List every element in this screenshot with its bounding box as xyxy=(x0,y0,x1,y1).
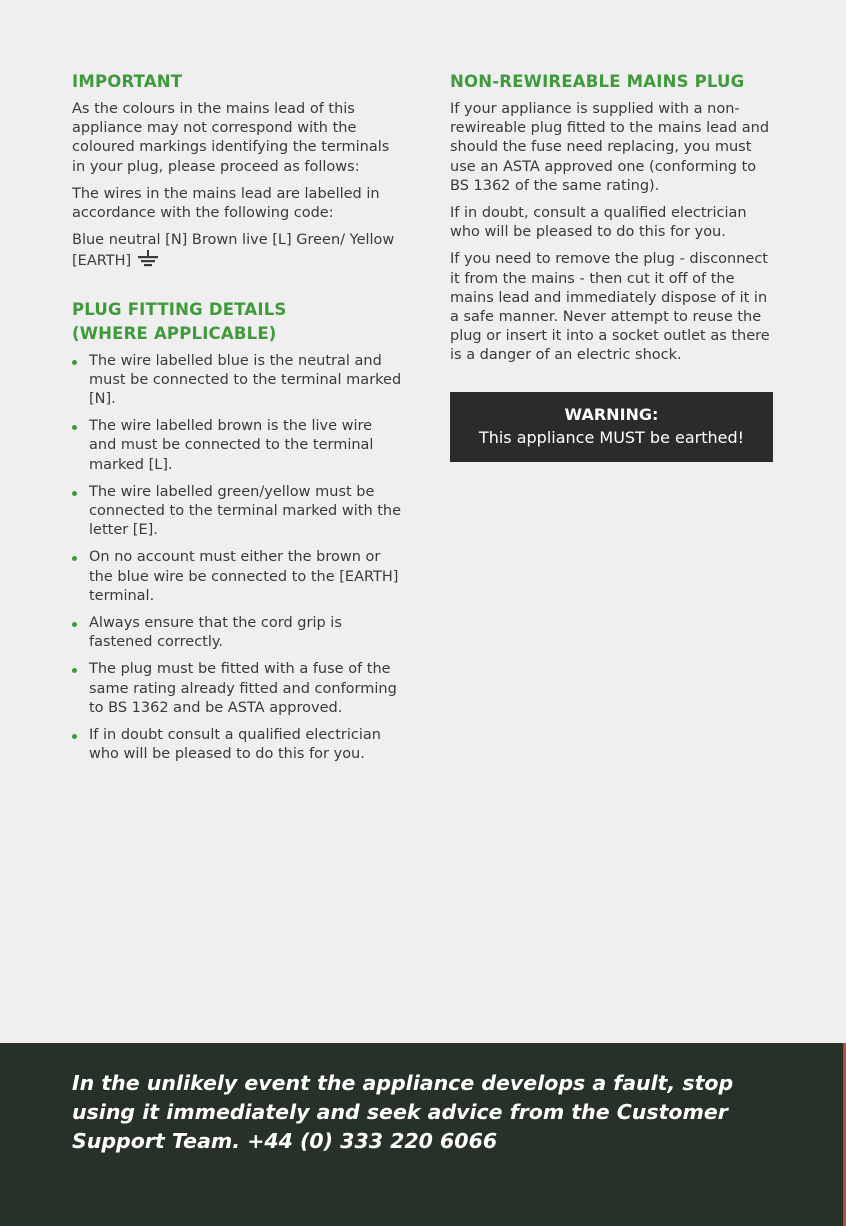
warning-text: This appliance MUST be earthed! xyxy=(478,427,745,447)
bullet-icon xyxy=(72,425,77,430)
non-rewireable-paragraph-2: If in doubt, consult a qualified electrician who will be pleased to do this for you. xyxy=(450,205,747,241)
left-column xyxy=(72,70,402,790)
important-heading: IMPORTANT xyxy=(72,72,183,91)
list-item xyxy=(72,483,402,541)
list-item-text: The wire labelled blue is the neutral and must be connected to the terminal marked [N]. xyxy=(89,352,402,408)
list-item xyxy=(72,660,402,718)
wire-code-text: Blue neutral [N] Brown live [L] Green/ Yellow [EARTH] xyxy=(72,232,395,270)
bullet-icon xyxy=(72,622,77,627)
bullet-icon xyxy=(72,491,77,496)
plug-fitting-heading-line1: PLUG FITTING DETAILS xyxy=(72,299,287,319)
plug-fitting-section xyxy=(72,298,402,765)
important-paragraph-3 xyxy=(72,231,402,271)
non-rewireable-section xyxy=(450,70,773,366)
list-item xyxy=(72,548,402,606)
earth-ground-icon xyxy=(137,250,159,268)
non-rewireable-paragraph-3: If you need to remove the plug - disconnect it from the mains - then cut it off of the mains lead and immediately dispose of it in a safe manner. Never attempt to reuse the plug or insert it into a socket outlet as there is a danger of an electric shock. xyxy=(450,251,770,364)
footer-banner xyxy=(0,1043,846,1226)
list-item xyxy=(72,614,402,652)
right-column xyxy=(450,70,773,462)
list-item-text: The wire labelled green/yellow must be connected to the terminal marked with the letter [E]. xyxy=(89,483,402,539)
warning-box xyxy=(450,392,773,462)
bullet-icon xyxy=(72,734,77,739)
list-item xyxy=(72,352,402,410)
non-rewireable-paragraph-1: If your appliance is supplied with a non-rewireable plug fitted to the mains lead and should the fuse need replacing, you must use an ASTA approved one (conforming to BS 1362 of the same rating). xyxy=(450,101,770,194)
footer-text: In the unlikely event the appliance develops a fault, stop using it immediately and seek advice from the Customer Support Team. +44 (0) 333 220 6066 xyxy=(72,1071,734,1153)
warning-title: WARNING: xyxy=(564,404,659,424)
plug-fitting-heading-line2: (WHERE APPLICABLE) xyxy=(72,323,277,343)
list-item xyxy=(72,417,402,475)
bullet-icon xyxy=(72,556,77,561)
plug-fitting-list xyxy=(72,352,402,765)
important-section xyxy=(72,70,402,272)
list-item-text: The wire labelled brown is the live wire and must be connected to the terminal marked [L]. xyxy=(89,418,374,473)
list-item-text: If in doubt consult a qualified electrician who will be pleased to do this for you. xyxy=(89,727,381,763)
bullet-icon xyxy=(72,668,77,673)
important-paragraph-1: As the colours in the mains lead of this appliance may not correspond with the coloured markings identifying the terminals in your plug, please proceed as follows: xyxy=(72,101,390,175)
important-paragraph-2: The wires in the mains lead are labelled in accordance with the following code: xyxy=(72,185,380,222)
list-item-text: Always ensure that the cord grip is fastened correctly. xyxy=(89,615,342,651)
list-item-text: The plug must be fitted with a fuse of the same rating already fitted and conforming to BS 1362 and be ASTA approved. xyxy=(89,661,397,716)
list-item-text: On no account must either the brown or the blue wire be connected to the [EARTH] terminal. xyxy=(89,549,399,604)
plug-fitting-heading xyxy=(72,298,402,346)
list-item xyxy=(72,726,402,764)
non-rewireable-heading: NON-REWIREABLE MAINS PLUG xyxy=(450,72,745,91)
bullet-icon xyxy=(72,360,77,365)
